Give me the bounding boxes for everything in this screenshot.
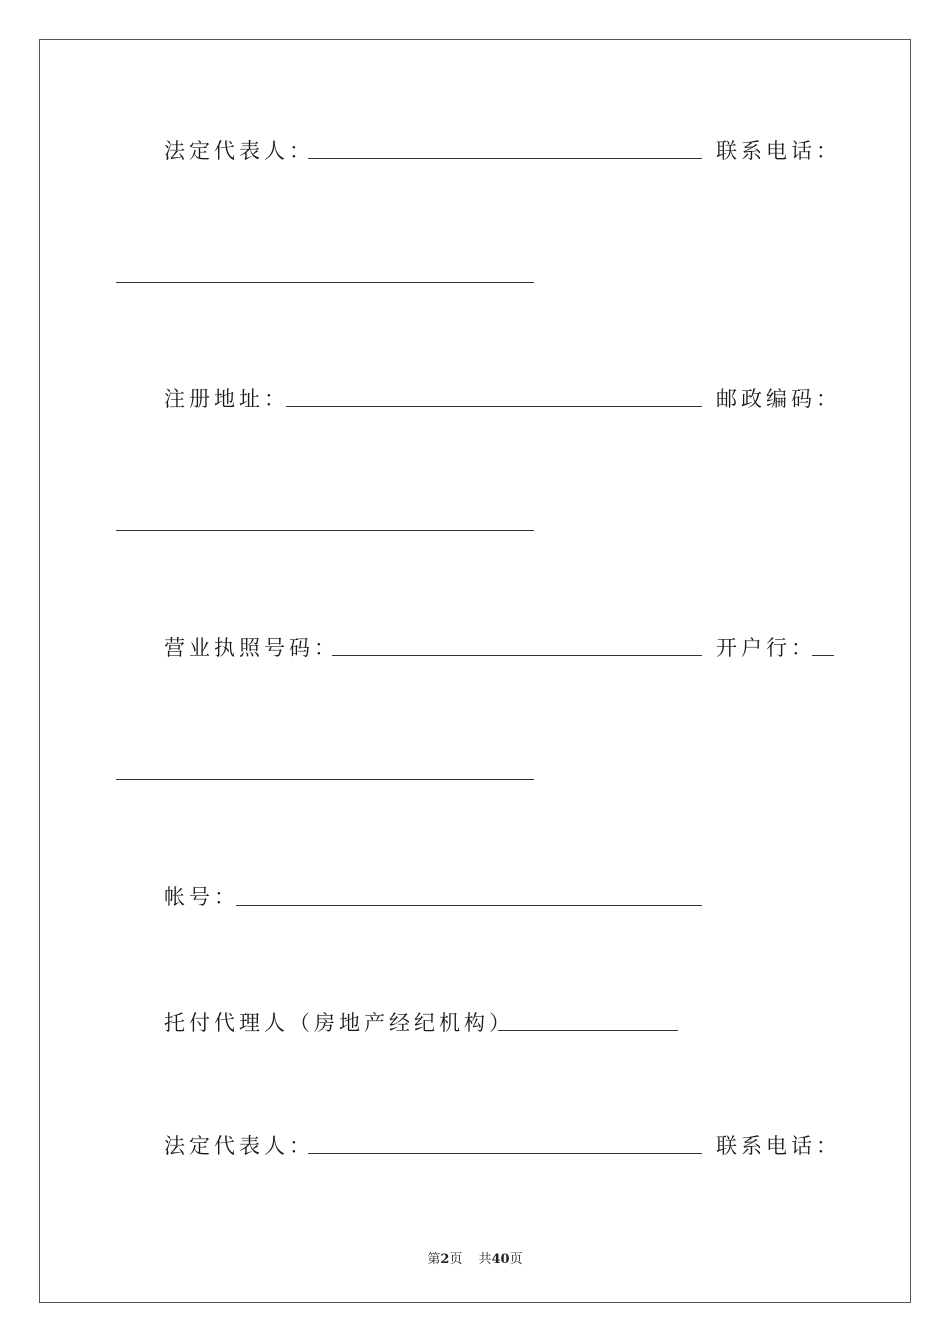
agent-legal-representative-label: 法定代表人：	[164, 1134, 314, 1158]
contact-phone-blank[interactable]	[116, 282, 534, 283]
total-suffix: 页	[509, 1252, 523, 1267]
postal-code-label: 邮政编码：	[716, 387, 841, 411]
account-blank[interactable]	[236, 905, 702, 906]
business-license-label: 营业执照号码：	[164, 636, 339, 660]
business-license-blank[interactable]	[332, 655, 702, 656]
agent-legal-representative-blank[interactable]	[308, 1153, 702, 1154]
legal-representative-label: 法定代表人：	[164, 139, 314, 163]
total-pages: 40	[491, 1252, 510, 1267]
bank-blank-start[interactable]	[812, 655, 834, 656]
total-prefix: 共	[478, 1252, 492, 1267]
registered-address-blank[interactable]	[286, 406, 702, 407]
account-label: 帐号：	[164, 885, 239, 909]
agent-contact-phone-label: 联系电话：	[716, 1134, 841, 1158]
page-suffix: 页	[449, 1252, 463, 1267]
agent-label: 托付代理人（房地产经纪机构）	[164, 1011, 514, 1035]
postal-code-blank[interactable]	[116, 530, 534, 531]
bank-blank[interactable]	[116, 779, 534, 780]
registered-address-label: 注册地址：	[164, 387, 289, 411]
page-border	[39, 39, 911, 1303]
contact-phone-label: 联系电话：	[716, 139, 841, 163]
page-number: 2	[440, 1252, 450, 1267]
page-footer	[0, 1248, 950, 1267]
agent-blank[interactable]	[498, 1030, 678, 1031]
legal-representative-blank[interactable]	[308, 158, 702, 159]
page-prefix: 第	[427, 1252, 441, 1267]
bank-label: 开户行：	[716, 636, 816, 660]
